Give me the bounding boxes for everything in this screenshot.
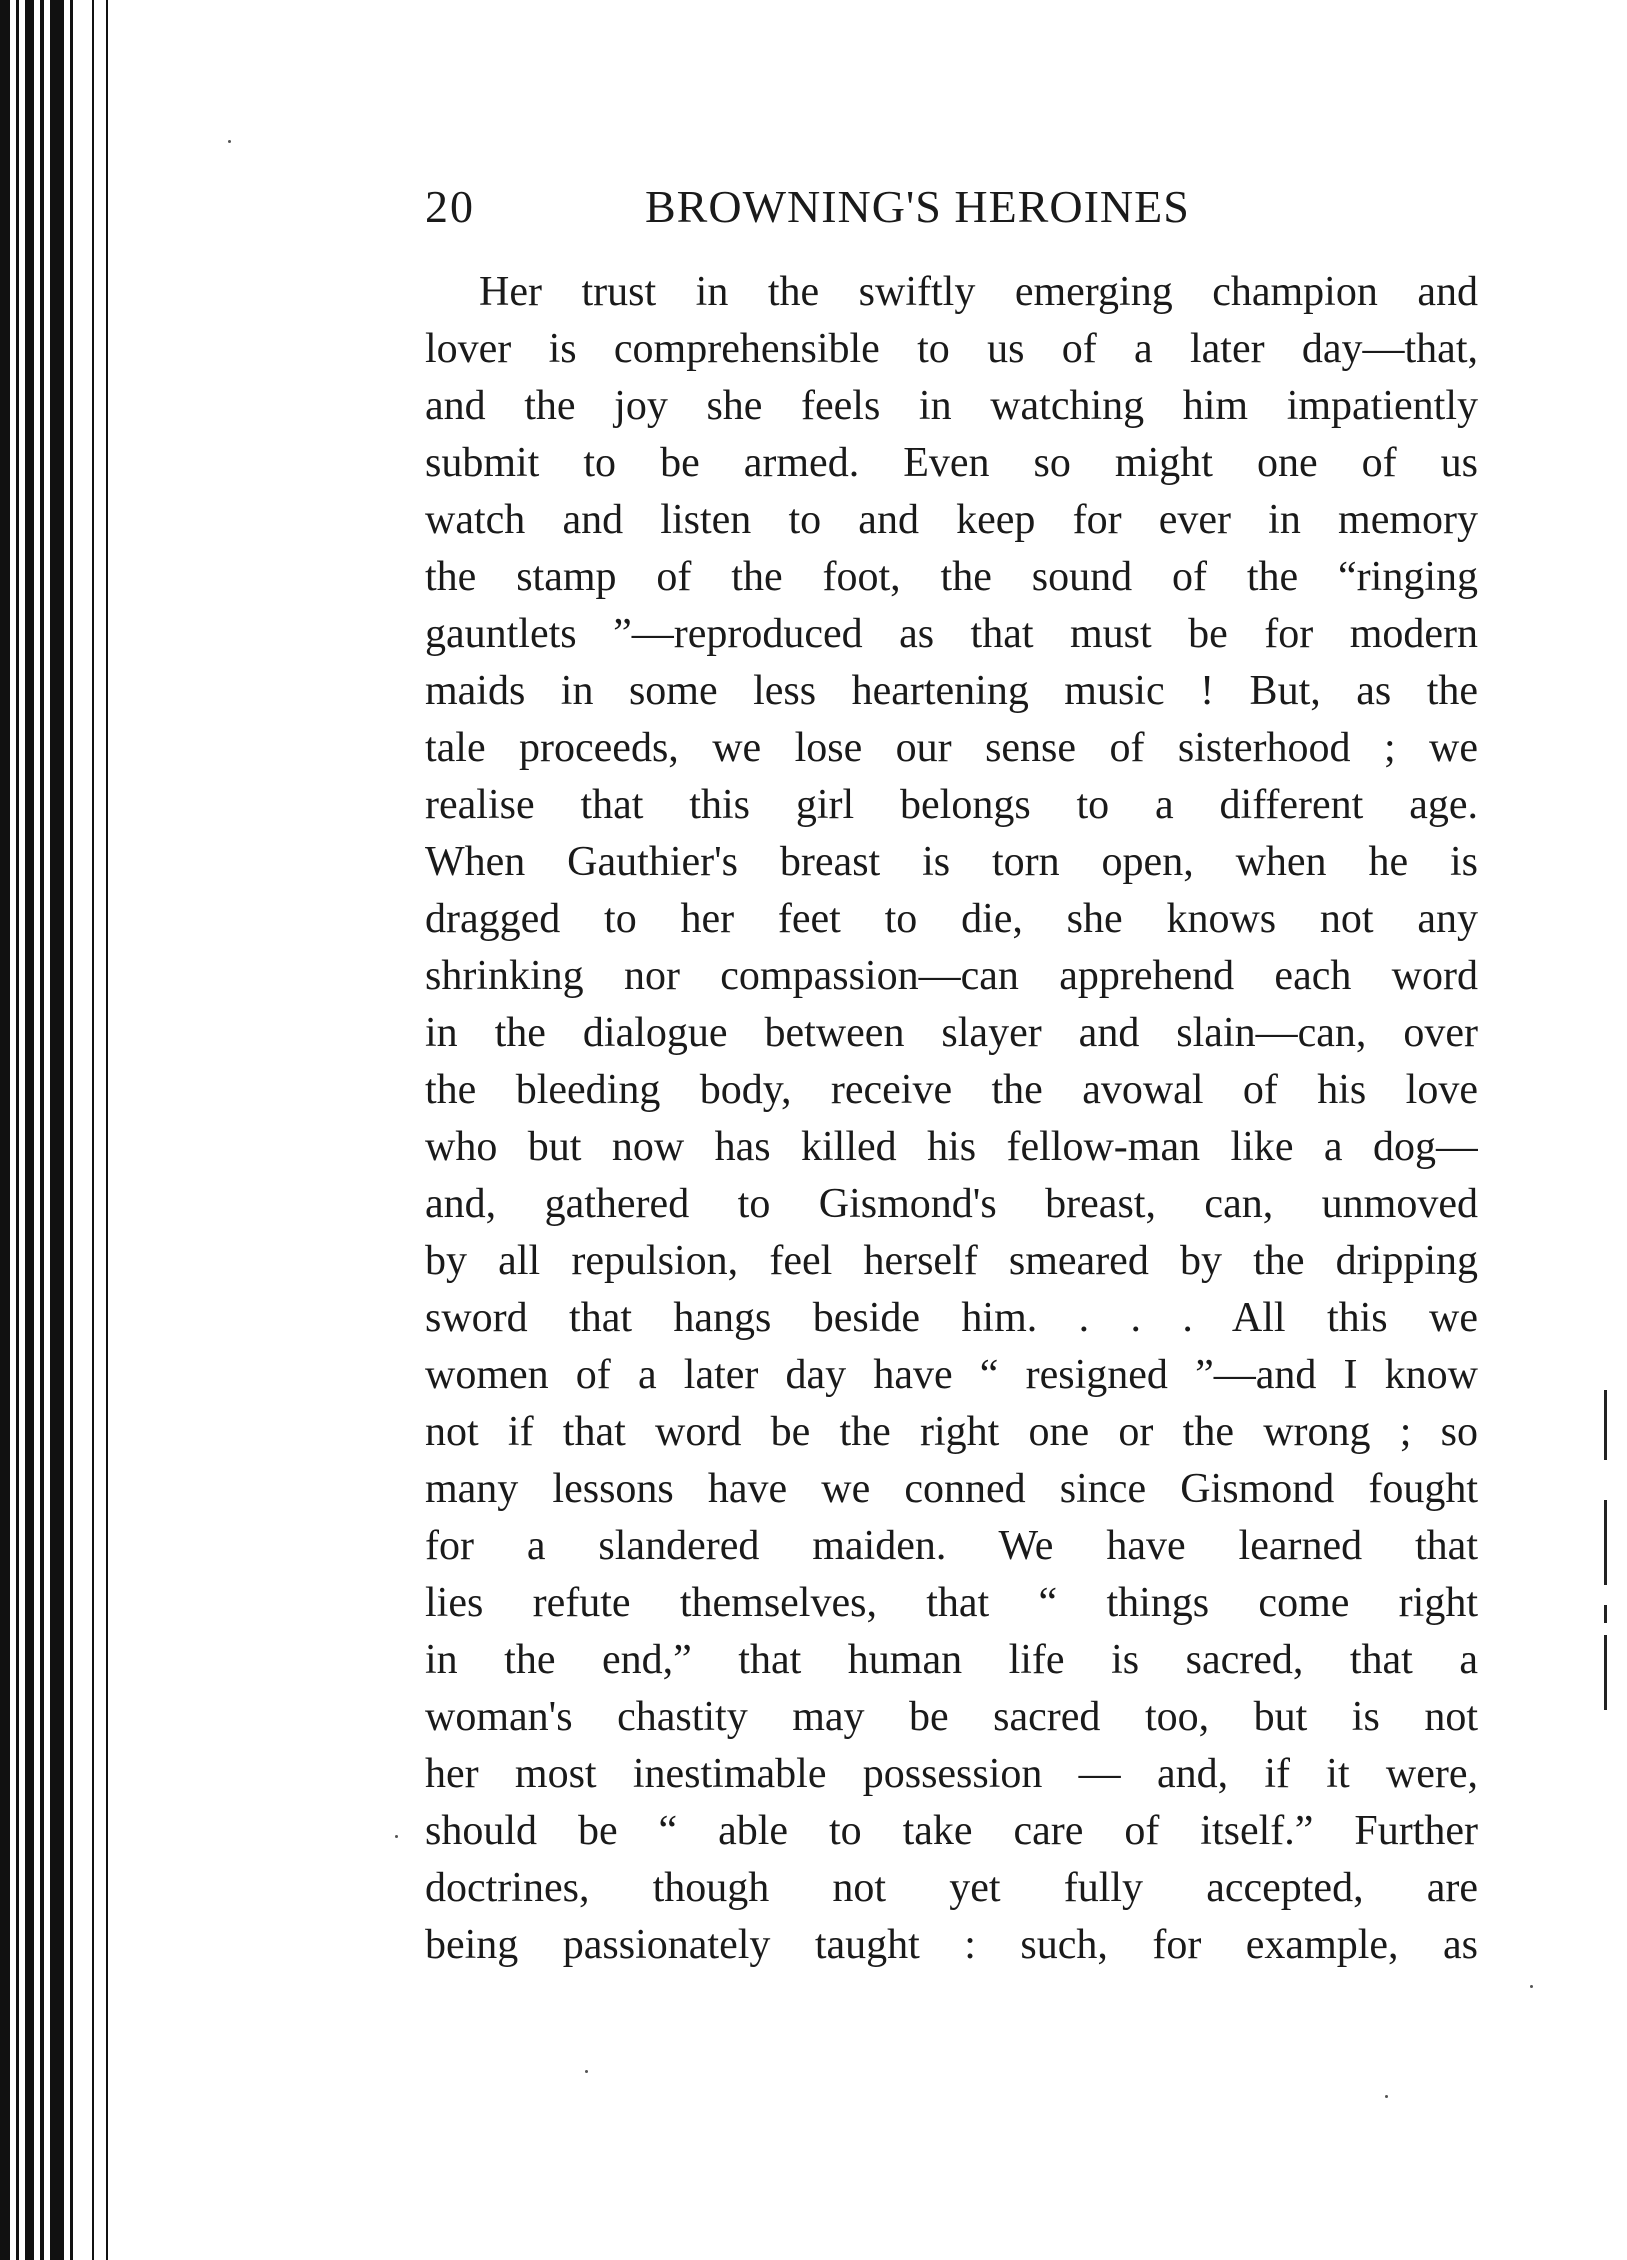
page-header [425, 180, 1478, 250]
text-line: woman's chastity may be sacred too, but is not [425, 1694, 1478, 1740]
text-line: being passionately taught : such, for example, as [425, 1922, 1478, 1968]
text-line: When Gauthier's breast is torn open, when he is [425, 839, 1478, 885]
text-line: who but now has killed his fellow-man like a dog— [425, 1124, 1478, 1170]
text-line: lies refute themselves, that “ things come right [425, 1580, 1478, 1626]
text-line: doctrines, though not yet fully accepted, are [425, 1865, 1478, 1911]
text-line: women of a later day have “ resigned ”—and I know [425, 1352, 1478, 1398]
scan-speck [228, 140, 231, 143]
text-line: maids in some less heartening music ! But, as the [425, 668, 1478, 714]
text-line: should be “ able to take care of itself.” Further [425, 1808, 1478, 1854]
page-number: 20 [425, 181, 475, 232]
text-line: shrinking nor compassion—can apprehend each word [425, 953, 1478, 999]
text-line: gauntlets ”—reproduced as that must be for modern [425, 611, 1478, 657]
text-line: Her trust in the swiftly emerging champion and [479, 269, 1478, 315]
scan-speck [1385, 2095, 1388, 2098]
scan-speck [1530, 1985, 1533, 1988]
text-line: the bleeding body, receive the avowal of his love [425, 1067, 1478, 1113]
text-line: by all repulsion, feel herself smeared by the dripping [425, 1238, 1478, 1284]
text-line: watch and listen to and keep for ever in memory [425, 497, 1478, 543]
margin-marks [1604, 1390, 1608, 1710]
text-line: lover is comprehensible to us of a later day—that, [425, 326, 1478, 372]
running-title: BROWNING'S HEROINES [645, 181, 1190, 232]
text-line: for a slandered maiden. We have learned that [425, 1523, 1478, 1569]
text-line: the stamp of the foot, the sound of the “ringing [425, 554, 1478, 600]
text-line: in the dialogue between slayer and slain—can, over [425, 1010, 1478, 1056]
text-line: many lessons have we conned since Gismond fought [425, 1466, 1478, 1512]
scan-speck [585, 2070, 588, 2073]
text-line: not if that word be the right one or the wrong ; so [425, 1409, 1478, 1455]
text-line: sword that hangs beside him. . . . All this we [425, 1295, 1478, 1341]
text-line: and the joy she feels in watching him impatiently [425, 383, 1478, 429]
book-gutter [0, 0, 115, 2260]
text-line: tale proceeds, we lose our sense of sisterhood ; we [425, 725, 1478, 771]
text-line: in the end,” that human life is sacred, that a [425, 1637, 1478, 1683]
text-line: her most inestimable possession — and, if it were, [425, 1751, 1478, 1797]
body-text [425, 264, 1478, 1974]
text-line: and, gathered to Gismond's breast, can, unmoved [425, 1181, 1478, 1227]
scan-speck [395, 1835, 398, 1838]
text-line: dragged to her feet to die, she knows not any [425, 896, 1478, 942]
text-line: submit to be armed. Even so might one of us [425, 440, 1478, 486]
text-line: realise that this girl belongs to a different age. [425, 782, 1478, 828]
